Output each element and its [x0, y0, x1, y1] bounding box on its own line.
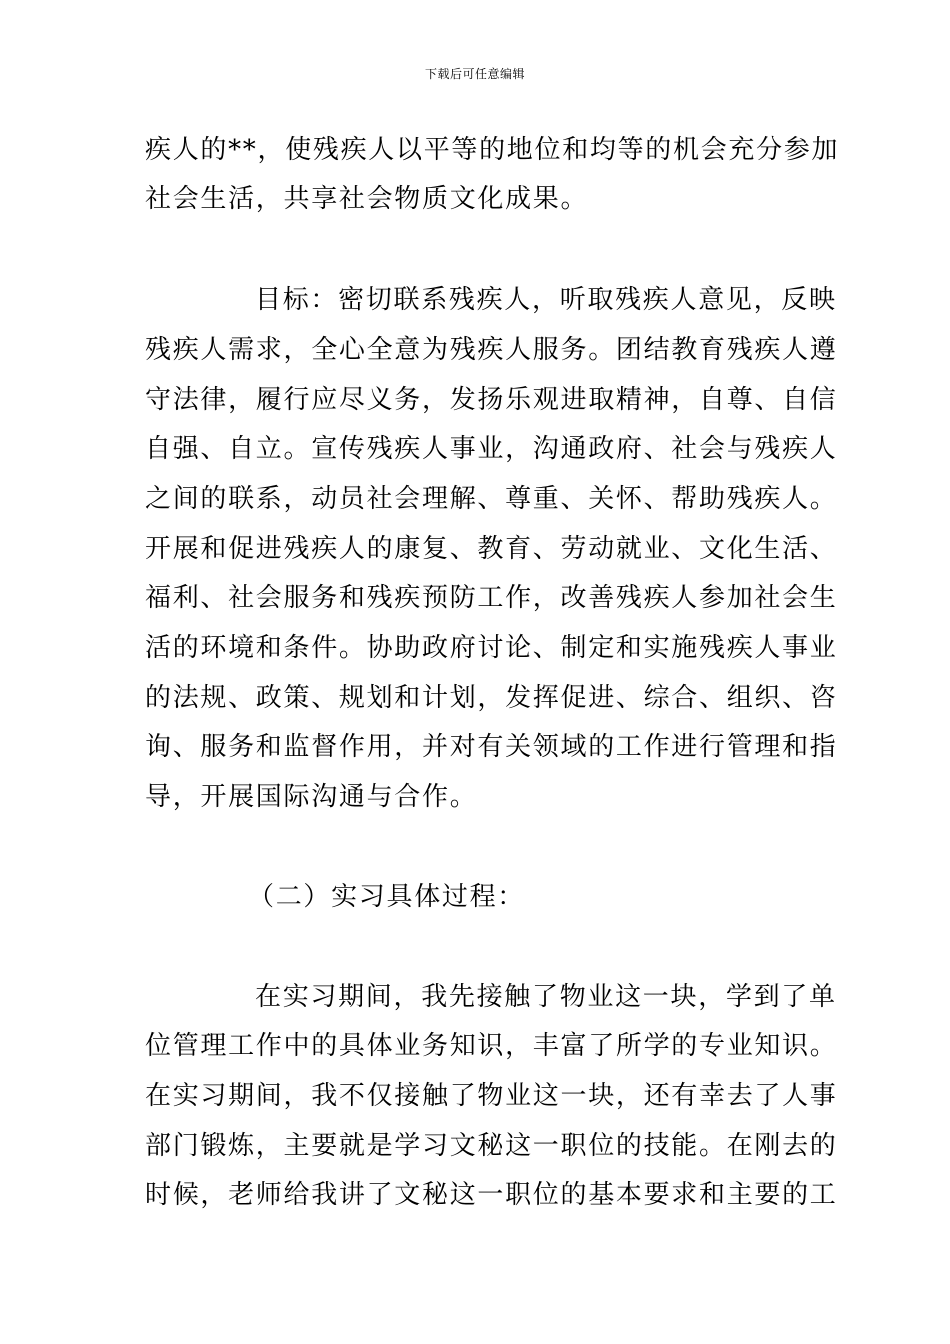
text-line: 之间的联系，动员社会理解、尊重、关怀、帮助残疾人。: [145, 484, 838, 514]
text-line: 目标：密切联系残疾人，听取残疾人意见，反映: [255, 285, 837, 315]
text-line: 导，开展国际沟通与合作。: [145, 782, 478, 812]
text-line: 询、服务和监督作用，并对有关领域的工作进行管理和指: [145, 732, 838, 762]
text-line: 部门锻炼，主要就是学习文秘这一职位的技能。在刚去的: [145, 1131, 838, 1161]
text-line: （二）实习具体过程：: [248, 882, 526, 912]
text-line: 在实习期间，我先接触了物业这一块，学到了单: [255, 982, 837, 1012]
text-line: 开展和促进残疾人的康复、教育、劳动就业、文化生活、: [145, 534, 838, 564]
header-note: 下载后可任意编辑: [424, 67, 525, 81]
text-line: 疾人的**，使残疾人以平等的地位和均等的机会充分参加: [145, 135, 840, 165]
text-line: 活的环境和条件。协助政府讨论、制定和实施残疾人事业: [145, 633, 838, 663]
text-line: 的法规、政策、规划和计划，发挥促进、综合、组织、咨: [145, 683, 838, 713]
text-line: 位管理工作中的具体业务知识，丰富了所学的专业知识。: [145, 1031, 838, 1061]
text-line: 残疾人需求，全心全意为残疾人服务。团结教育残疾人遵: [145, 335, 838, 365]
text-line: 福利、社会服务和残疾预防工作，改善残疾人参加社会生: [145, 583, 838, 613]
text-line: 时候，老师给我讲了文秘这一职位的基本要求和主要的工: [145, 1180, 838, 1210]
text-line: 自强、自立。宣传残疾人事业，沟通政府、社会与残疾人: [145, 434, 838, 464]
text-line: 守法律，履行应尽义务，发扬乐观进取精神，自尊、自信: [145, 385, 838, 415]
text-line: 在实习期间，我不仅接触了物业这一块，还有幸去了人事: [145, 1081, 838, 1111]
text-line: 社会生活，共享社会物质文化成果。: [145, 184, 589, 214]
